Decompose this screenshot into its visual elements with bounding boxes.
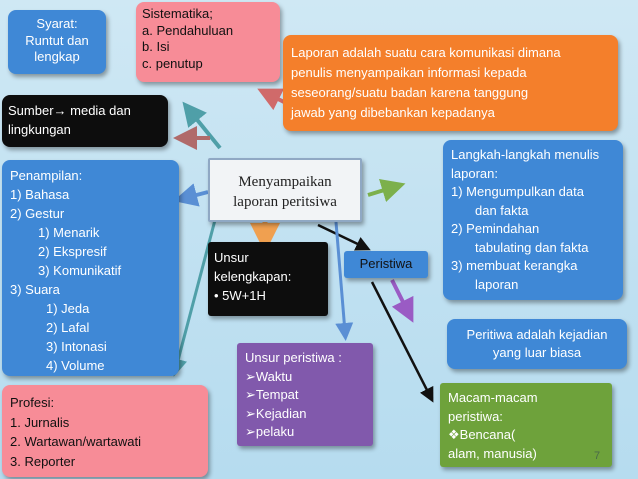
center-topic-box [208,158,362,222]
arrow-to-penampilan [185,192,208,198]
unsur-peristiwa-box [237,343,373,446]
sistematika-box [136,2,280,82]
penampilan-line: 1) Menarik [38,225,100,240]
unsur-kelengkapan-box [208,242,328,316]
peritiwa-definition-box [447,319,627,369]
penampilan-line: 1) Bahasa [10,187,70,202]
laporan-definition-line: seseorang/suatu badan karena tanggung [291,85,529,100]
unsur-peristiwa-line: ➢Kejadian [245,405,307,421]
macam-peristiwa-line: peristiwa: [448,408,503,424]
macam-peristiwa-line: ❖Bencana( [448,427,516,442]
syarat-box [8,10,106,74]
laporan-definition-box [283,35,618,131]
syarat-line: lengkap [34,49,80,64]
unsur-kelengkapan-line: kelengkapan: [214,269,292,284]
laporan-definition-line: Laporan adalah suatu cara komunikasi dimana [291,45,561,60]
arrow-to-sistematika [190,111,220,148]
sumber-box [2,95,168,147]
sumber-line: Sumber→ media dan [8,103,131,118]
langkah-line: 2) Pemindahan [451,221,540,236]
langkah-line: dan fakta [475,202,529,218]
profesi-line: 1. Jurnalis [10,414,70,430]
penampilan-line: 2) Gestur [10,206,65,221]
laporan-definition-line: jawab yang dibebankan kepadanya [291,105,495,120]
macam-peristiwa-box [440,383,612,467]
penampilan-line: 4) Volume [46,358,105,373]
page-number: 7 [594,450,601,462]
sistematika-item: b. Isi [142,39,170,54]
sistematika-item: a. Pendahuluan [142,22,234,38]
peristiwa-label: Peristiwa [359,256,413,271]
macam-peristiwa-line: Macam-macam [448,390,538,405]
peritiwa-definition-line: Peritiwa adalah kejadian [466,327,608,342]
penampilan-line: 3) Komunikatif [38,263,122,278]
penampilan-line: 2) Ekspresif [38,244,107,259]
sistematika-title: Sistematika; [142,6,213,21]
profesi-box [2,385,208,477]
unsur-kelengkapan-line: • 5W+1H [214,288,266,303]
langkah-line: tabulating dan fakta [475,239,589,255]
sistematika-item: c. penutup [142,55,203,71]
unsur-peristiwa-line: ➢pelaku [245,424,295,439]
arrow-to-langkah [368,187,394,195]
center-topic-line: Menyampaikan [238,174,332,190]
langkah-line: laporan [475,276,519,292]
langkah-line: Langkah-langkah menulis [451,147,600,162]
profesi-line: Profesi: [10,395,55,410]
penampilan-line: 1) Jeda [46,301,90,316]
peritiwa-definition-line: yang luar biasa [492,345,582,360]
penampilan-line: 3) Suara [10,282,60,297]
laporan-definition-line: penulis menyampaikan informasi kepada [291,65,527,80]
center-topic-line: laporan peritsiwa [233,194,337,210]
macam-peristiwa-line: alam, manusia) [448,445,537,461]
penampilan-line: 2) Lafal [46,320,90,335]
langkah-line: 1) Mengumpulkan data [451,184,584,199]
profesi-line: 3. Reporter [10,453,76,469]
langkah-box [443,140,623,300]
unsur-kelengkapan-line: Unsur [214,250,249,265]
langkah-line: laporan: [451,165,498,181]
unsur-peristiwa-line: Unsur peristiwa : [245,350,342,365]
profesi-line: 2. Wartawan/wartawati [10,434,142,449]
penampilan-line: 3) Intonasi [46,339,107,354]
unsur-peristiwa-line: ➢Tempat [245,387,299,402]
arrow-to-peritiwa-def [392,280,408,312]
syarat-line: Runtut dan [25,32,89,48]
langkah-line: 3) membuat kerangka [451,258,578,273]
penampilan-box [2,160,179,376]
sumber-line: lingkungan [8,122,71,137]
peristiwa-box [344,251,428,278]
penampilan-line: Penampilan: [10,168,83,183]
unsur-peristiwa-line: ➢Waktu [245,368,293,384]
syarat-line: Syarat: [36,16,78,31]
